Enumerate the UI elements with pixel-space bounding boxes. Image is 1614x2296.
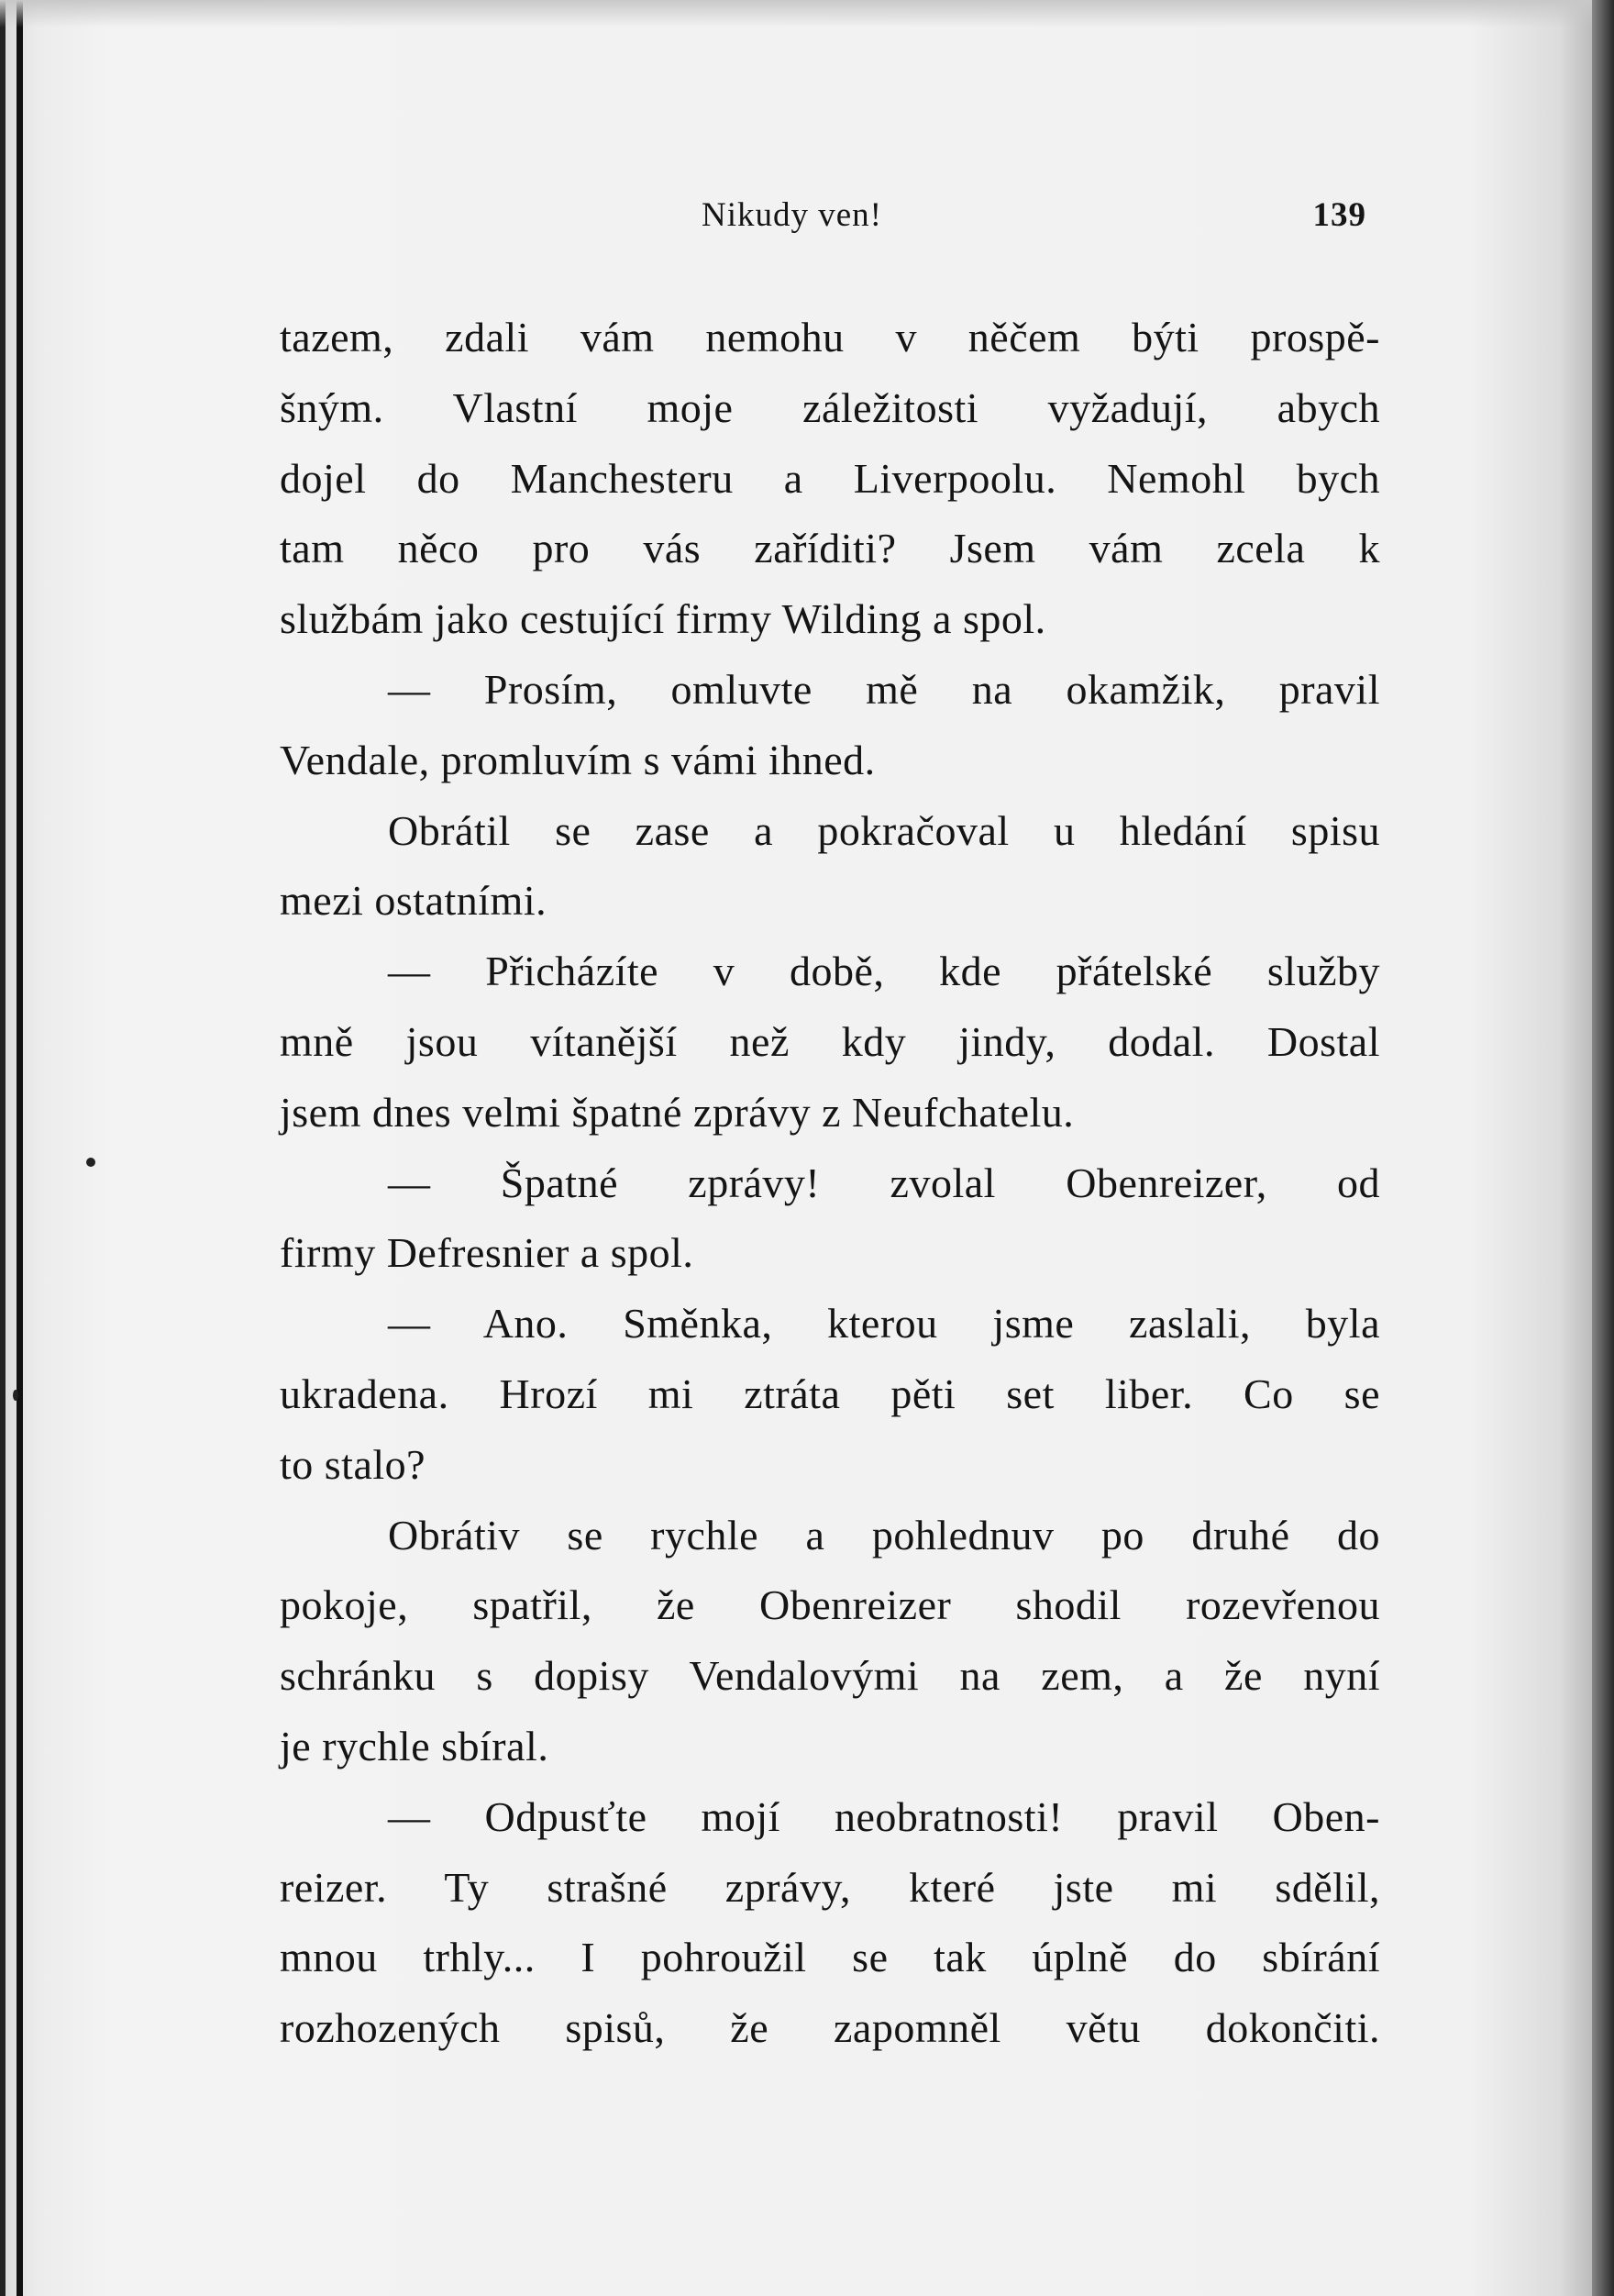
text-line: Obrátil se zase a pokračoval u hledání spisu xyxy=(388,806,1380,854)
text-line: dojel do Manchesteru a Liverpoolu. Nemohl bych xyxy=(280,454,1380,502)
running-title: Nikudy ven! xyxy=(702,196,882,234)
text-line: to stalo? xyxy=(280,1440,426,1488)
text-line: firmy Defresnier a spol. xyxy=(280,1229,694,1277)
text-line: Vendale, promluvím s vámi ihned. xyxy=(280,736,876,783)
text-line: tazem, zdali vám nemohu v něčem býti prospě- xyxy=(280,314,1380,360)
speck-mark xyxy=(86,1158,95,1167)
text-line: jsem dnes velmi špatné zprávy z Neufchatelu. xyxy=(280,1088,1075,1136)
text-line: mnou trhly... I pohroužil se tak úplně do sbírání xyxy=(280,1934,1380,1981)
text-line: reizer. Ty strašné zprávy, které jste mi sdělil, xyxy=(280,1863,1380,1911)
body-text xyxy=(280,303,1380,2064)
page-number: 139 xyxy=(1312,196,1366,234)
text-line: šným. Vlastní moje záležitosti vyžadují, abych xyxy=(280,383,1380,431)
text-line: — Prosím, omluvte mě na okamžik, pravil xyxy=(388,665,1380,713)
speck-mark xyxy=(13,1390,18,1401)
text-line: — Přicházíte v době, kde přátelské služby xyxy=(388,948,1380,995)
text-line: mezi ostatními. xyxy=(280,877,547,925)
text-line: — Špatné zprávy! zvolal Obenreizer, od xyxy=(388,1159,1380,1206)
text-line: — Ano. Směnka, kterou jsme zaslali, byla xyxy=(388,1300,1380,1348)
text-line: Obrátiv se rychle a pohlednuv po druhé do xyxy=(388,1511,1380,1558)
scan-left-border xyxy=(0,0,6,2296)
text-line: mně jsou vítanější než kdy jindy, dodal. Dostal xyxy=(280,1017,1380,1065)
text-line: ukradena. Hrozí mi ztráta pěti set liber. Co se xyxy=(280,1370,1380,1417)
text-line: rozhozených spisů, že zapomněl větu dokončiti. xyxy=(280,2004,1380,2052)
text-line: pokoje, spatřil, že Obenreizer shodil rozevřenou xyxy=(280,1581,1380,1629)
text-line: — Odpusťte mojí neobratnosti! pravil Oben- xyxy=(388,1792,1380,1840)
text-line: tam něco pro vás zaříditi? Jsem vám zcela k xyxy=(280,525,1380,572)
page-binding-edge xyxy=(17,0,23,2296)
running-header xyxy=(284,188,1366,243)
text-line: schránku s dopisy Vendalovými na zem, a že nyní xyxy=(280,1652,1380,1700)
text-line: službám jako cestující firmy Wilding a spol. xyxy=(280,595,1046,643)
text-line: je rychle sbíral. xyxy=(280,1722,549,1769)
scan-right-border xyxy=(1592,0,1614,2296)
scan-top-shadow xyxy=(0,0,1614,28)
